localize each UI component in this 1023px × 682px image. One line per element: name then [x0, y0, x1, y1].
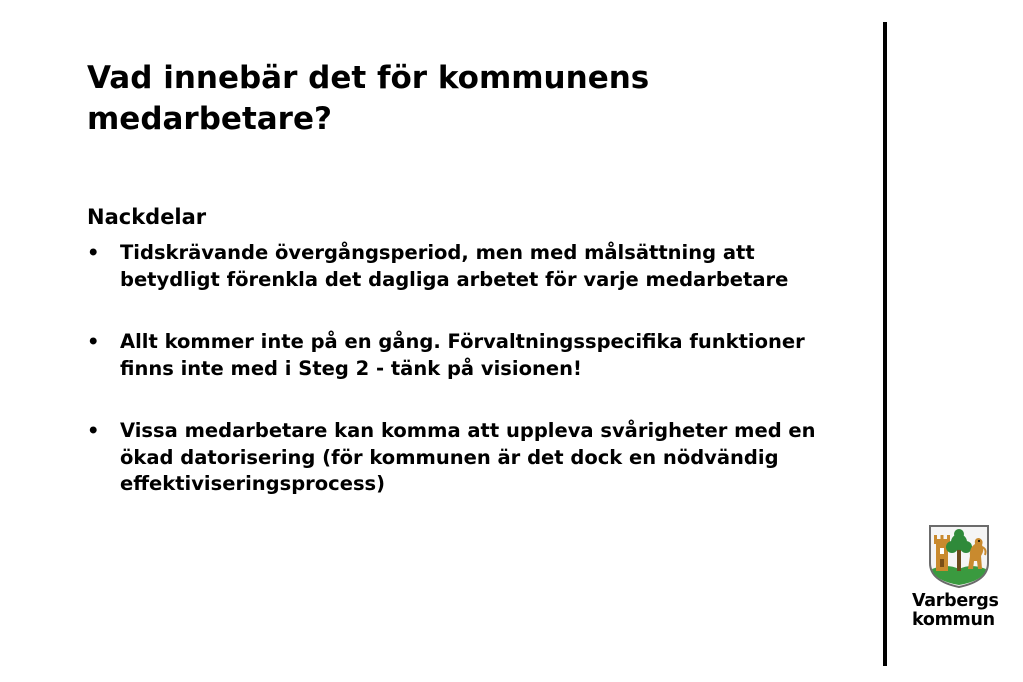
logo-wordmark [912, 592, 999, 630]
bullet-icon: • [87, 330, 100, 353]
bullet-item [87, 329, 847, 382]
varbergs-kommun-logo [900, 520, 1010, 635]
bullet-list [87, 240, 847, 498]
section-heading: Nackdelar [87, 205, 207, 229]
bullet-icon: • [87, 241, 100, 264]
slide-title: Vad innebär det för kommunens medarbetare? [87, 60, 650, 137]
varberg-coat-of-arms-icon [927, 523, 991, 589]
vertical-divider [883, 22, 887, 666]
bullet-icon: • [87, 419, 100, 442]
bullet-item [87, 418, 847, 498]
bullet-item [87, 240, 847, 293]
bullet-text: Tidskrävande övergångsperiod, men med målsättning att betydligt förenkla det dagliga arbetet för varje medarbetare [120, 241, 789, 291]
logo-line-varbergs: Varbergs [912, 591, 999, 611]
bullet-text: Vissa medarbetare kan komma att uppleva svårigheter med en ökad datorisering (för kommunen är det dock en nödvändig effektiviseringsprocess) [120, 419, 816, 495]
logo-line-kommun: kommun [912, 610, 995, 630]
bullet-text: Allt kommer inte på en gång. Förvaltningsspecifika funktioner finns inte med i Steg 2 - tänk på visionen! [120, 330, 805, 380]
